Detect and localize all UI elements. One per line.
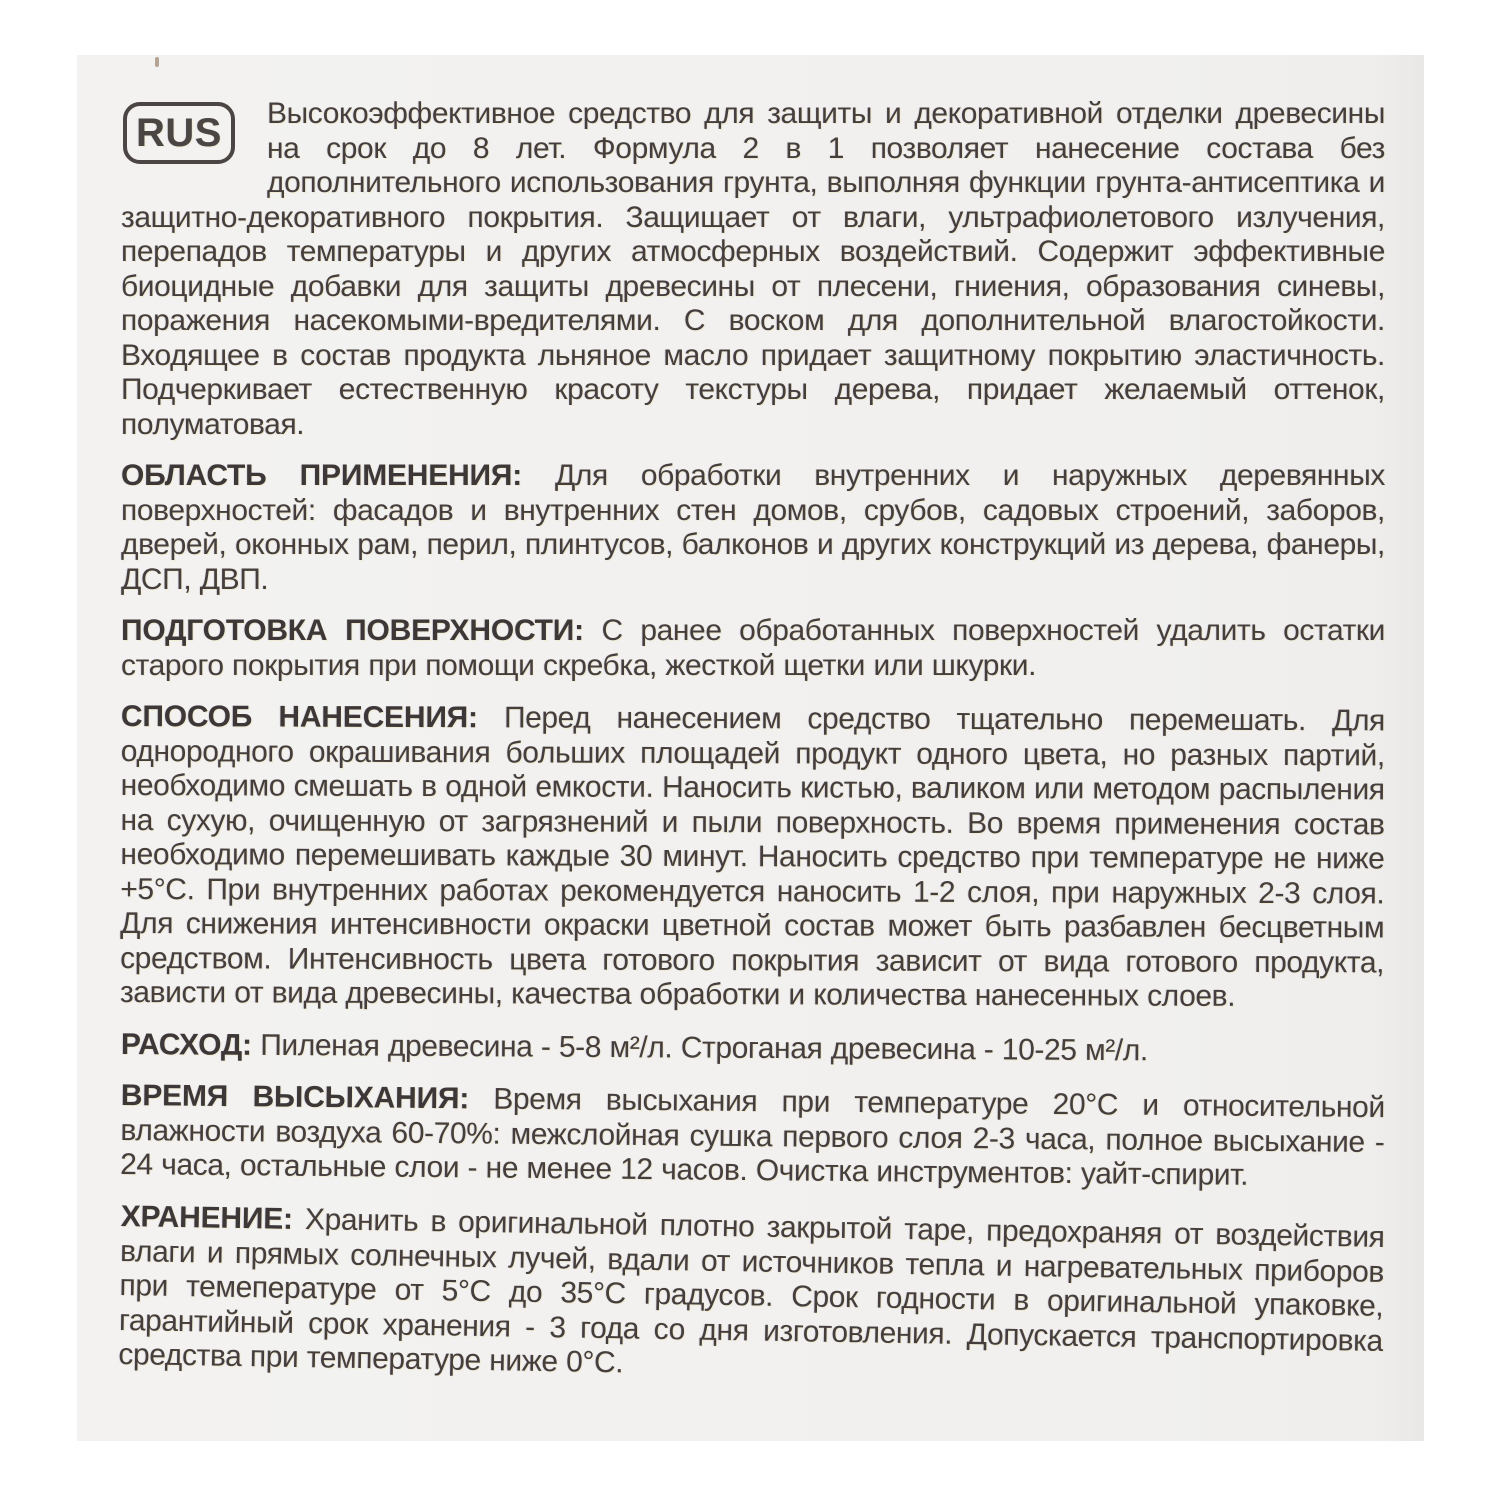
section-consumption: [121, 1028, 1385, 1070]
section-heading: СПОСОБ НАНЕСЕНИЯ:: [120, 700, 478, 735]
section-body: Перед нанесением средство тщательно перемешать. Для однородного окрашивания больших площадей продукт одного цвета, но разных партий, необходимо смешать в одной емкости. Наносить кистью, валиком или методом распыления на сухую, очищенную от загрязнений и пыли поверхность. Во время применения состав необходимо перемешивать каждые 30 минут. Наносить средство при температуре не ниже +5°С. При внутренних работах рекомендуется наносить 1-2 слоя, при наружных 2-3 слоя. Для снижения интенсивности окраски цветной состав может быть разбавлен бесцветным средством. Интенсивность цвета готового покрытия зависит от вида готового продукта, зависти от вида древесины, качества обработки и количества нанесенных слоев.: [119, 701, 1386, 1013]
section-drying-time: [120, 1079, 1385, 1195]
intro-paragraph: [121, 97, 1385, 442]
rus-language-badge: [123, 102, 235, 164]
section-body: Пиленая древесина - 5-8 м²/л. Строганая древесина - 10-25 м²/л.: [260, 1028, 1148, 1067]
section-application-area: [121, 459, 1385, 597]
section-body: Хранить в оригинальной плотно закрытой таре, предохраняя от воздействия влаги и прямых солнечных лучей, вдали от источников тепла и нагревательных приборов при темеператур​е от 5°С до 35°С градусов. Срок годности в оригинальной упаковке, гарантийный срок хранения - 3 года со дня изготовления. Допускается транспортировка средства при температуре ниже 0°С.: [118, 1202, 1385, 1379]
section-body: С ранее обработанных поверхностей удалить остатки старого покрытия при помощи скребка, жесткой щетки или шкурки.: [121, 614, 1386, 682]
section-body: Для обработки внутренних и наружных деревянных поверхностей: фасадов и внутренних стен домов, срубов, садовых строений, заборов, дверей, оконных рам, перил, плинтусов, балконов и других конструкций из дерева, фанеры, ДСП, ДВП.: [121, 459, 1385, 596]
section-storage: [118, 1200, 1385, 1393]
section-heading: РАСХОД:: [120, 1027, 252, 1062]
paper-speck: [155, 57, 159, 67]
rus-badge-text: RUS: [136, 110, 222, 155]
section-heading: ОБЛАСТЬ ПРИМЕНЕНИЯ:: [121, 459, 523, 492]
section-body: Время высыхания при температуре 20°С и относительной влажности воздуха 60-70%: межслойная сушка первого слоя 2-3 часа, полное высыхание - 24 часа, остальные слои - не менее 12 часов. Очистка инструментов: уайт-спирит.: [120, 1082, 1385, 1192]
section-application-method: [120, 700, 1385, 1015]
section-heading: ВРЕМЯ ВЫСЫХАНИЯ:: [120, 1079, 470, 1116]
intro-text: Высокоэффективное средство для защиты и декоративной отделки древесины на срок до 8 лет. Формула 2 в 1 позволяет нанесение состава без дополнительного использования грунта, выполняя функции грунта-антисептика и защитно-декоративного покрытия. Защищает от влаги, ультрафиолетового излучения, перепадов температуры и других атмосферных воздействий. Содержит эффективные биоцидные добавки для защиты древесины от плесени, гниения, образования синевы, поражения насекомыми-вредителями. С воском для дополнительной влагостойкости. Входящее в состав продукта льняное масло придает защитному покрытию эластичность. Подчеркивает естественную красоту текстуры дерева, придает желаемый оттенок, полуматовая.: [121, 97, 1385, 441]
section-heading: ПОДГОТОВКА ПОВЕРХНОСТИ:: [121, 614, 584, 647]
label-paper: [77, 55, 1424, 1441]
section-surface-preparation: [121, 614, 1385, 683]
label-text-block: [118, 97, 1386, 1389]
section-heading: ХРАНЕНИЕ:: [120, 1199, 294, 1236]
